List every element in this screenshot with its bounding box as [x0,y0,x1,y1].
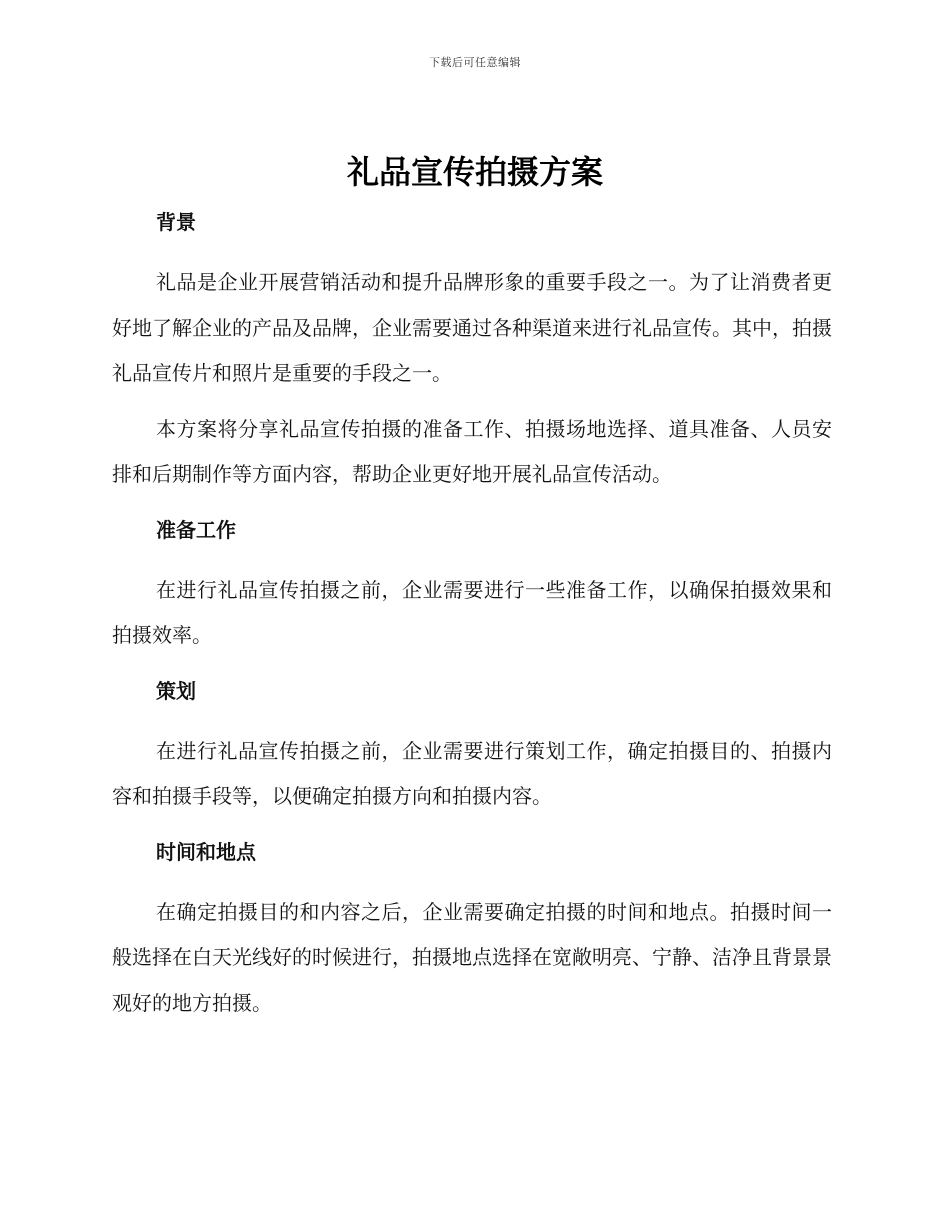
document-body [112,204,832,1026]
section-heading: 时间和地点 [156,839,256,864]
paragraph: 礼品是企业开展营销活动和提升品牌形象的重要手段之一。为了让消费者更好地了解企业的产品及品牌，企业需要通过各种渠道来进行礼品宣传。其中，拍摄礼品宣传片和照片是重要的手段之一。 [112,270,832,385]
document-title: 礼品宣传拍摄方案 [346,153,603,191]
paragraph: 本方案将分享礼品宣传拍摄的准备工作、拍摄场地选择、道具准备、人员安排和后期制作等方面内容，帮助企业更好地开展礼品宣传活动。 [112,416,832,486]
paragraph: 在进行礼品宣传拍摄之前，企业需要进行一些准备工作，以确保拍摄效果和拍摄效率。 [112,577,832,647]
section-heading: 准备工作 [156,517,236,542]
section-planning [112,673,832,834]
section-heading: 策划 [156,678,196,703]
paragraph: 在进行礼品宣传拍摄之前，企业需要进行策划工作，确定拍摄目的、拍摄内容和拍摄手段等，以便确定拍摄方向和拍摄内容。 [112,738,832,808]
section-time-and-place [112,834,832,1027]
section-heading: 背景 [156,210,196,234]
page-header-note: 下载后可任意编辑 [429,56,521,69]
paragraph: 在确定拍摄目的和内容之后，企业需要确定拍摄的时间和地点。拍摄时间一般选择在白天光线好的时候进行，拍摄地点选择在宽敞明亮、宁静、洁净且背景景观好的地方拍摄。 [112,899,832,1015]
section-preparation [112,512,832,673]
section-background [112,204,832,512]
